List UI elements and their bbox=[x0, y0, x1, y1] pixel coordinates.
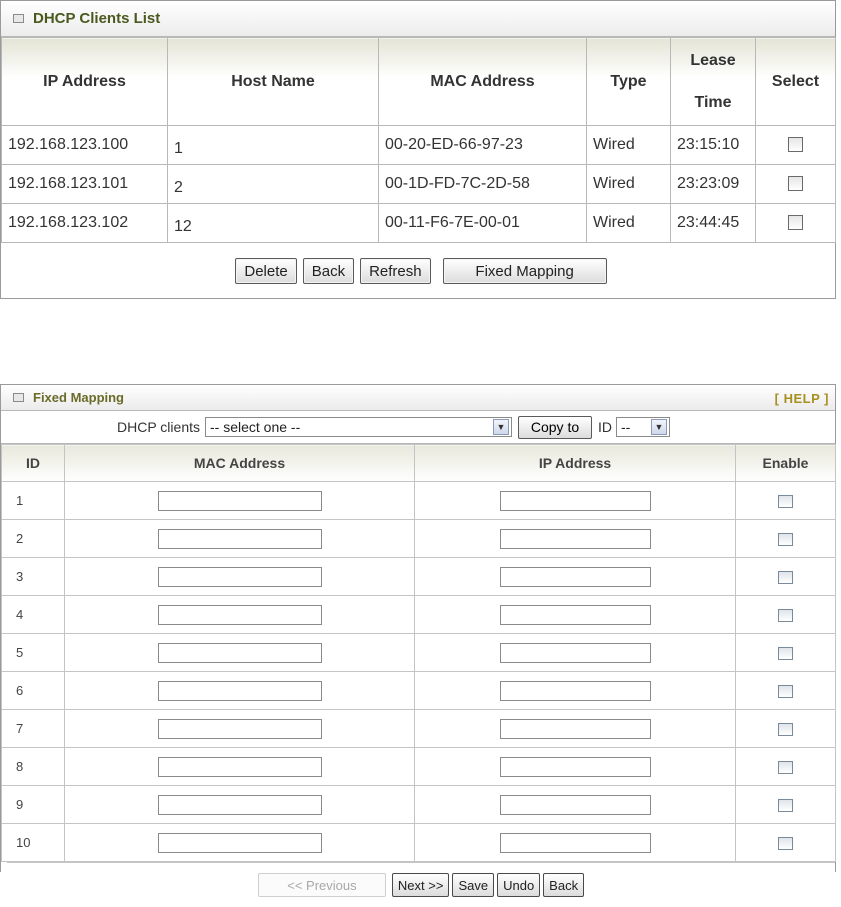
col-header-ip: IP Address bbox=[415, 445, 736, 482]
table-row bbox=[2, 710, 836, 748]
mac-address-input[interactable] bbox=[158, 491, 322, 511]
help-link[interactable]: [ HELP ] bbox=[774, 391, 829, 406]
cell-lease-time: 23:15:10 bbox=[671, 126, 756, 165]
cell-lease-time: 23:23:09 bbox=[671, 165, 756, 204]
fixed-mapping-panel bbox=[0, 384, 836, 893]
clients-button-row bbox=[1, 243, 835, 299]
col-header-mac: MAC Address bbox=[65, 445, 415, 482]
cell-mac: 00-11-F6-7E-00-01 bbox=[379, 204, 587, 243]
cell-ip bbox=[415, 634, 736, 672]
table-row bbox=[2, 634, 836, 672]
cell-id: 10 bbox=[2, 824, 65, 862]
cell-enable bbox=[736, 482, 836, 520]
cell-select bbox=[756, 126, 836, 165]
lease-line-2: Time bbox=[694, 93, 732, 111]
cell-mac bbox=[65, 710, 415, 748]
cell-ip bbox=[415, 596, 736, 634]
enable-checkbox[interactable] bbox=[778, 609, 793, 622]
cell-lease-time: 23:44:45 bbox=[671, 204, 756, 243]
previous-button[interactable]: << Previous bbox=[258, 873, 386, 897]
cell-id: 4 bbox=[2, 596, 65, 634]
col-header-select: Select bbox=[756, 38, 836, 126]
table-row bbox=[2, 824, 836, 862]
ip-address-input[interactable] bbox=[500, 833, 651, 853]
col-header-enable: Enable bbox=[736, 445, 836, 482]
col-header-host: Host Name bbox=[168, 38, 379, 126]
clients-table-body bbox=[2, 126, 836, 243]
col-header-type: Type bbox=[587, 38, 671, 126]
panel-header bbox=[1, 385, 835, 411]
dhcp-clients-label: DHCP clients bbox=[117, 419, 200, 435]
table-row bbox=[2, 596, 836, 634]
cell-enable bbox=[736, 824, 836, 862]
cell-ip bbox=[415, 748, 736, 786]
cell-id: 7 bbox=[2, 710, 65, 748]
cell-type: Wired bbox=[587, 204, 671, 243]
cell-ip bbox=[415, 672, 736, 710]
ip-address-input[interactable] bbox=[500, 719, 651, 739]
cell-ip bbox=[415, 710, 736, 748]
cell-mac bbox=[65, 672, 415, 710]
select-checkbox[interactable] bbox=[788, 215, 803, 230]
enable-checkbox[interactable] bbox=[778, 533, 793, 546]
dhcp-clients-select[interactable] bbox=[205, 417, 512, 437]
ip-address-input[interactable] bbox=[500, 681, 651, 701]
ip-address-input[interactable] bbox=[500, 643, 651, 663]
col-header-ip: IP Address bbox=[2, 38, 168, 126]
cell-host-name: 2 bbox=[168, 165, 379, 204]
mac-address-input[interactable] bbox=[158, 833, 322, 853]
cell-host-name: 12 bbox=[168, 204, 379, 243]
ip-address-input[interactable] bbox=[500, 757, 651, 777]
enable-checkbox[interactable] bbox=[778, 799, 793, 812]
cell-id: 5 bbox=[2, 634, 65, 672]
cell-mac bbox=[65, 824, 415, 862]
table-row bbox=[2, 520, 836, 558]
cell-id: 2 bbox=[2, 520, 65, 558]
next-button[interactable]: Next >> bbox=[392, 873, 450, 897]
table-row bbox=[2, 482, 836, 520]
ip-address-input[interactable] bbox=[500, 605, 651, 625]
collapse-square-icon bbox=[13, 393, 24, 402]
dhcp-clients-select-value: -- select one -- bbox=[210, 419, 301, 435]
cell-mac bbox=[65, 748, 415, 786]
cell-enable bbox=[736, 786, 836, 824]
cell-mac bbox=[65, 558, 415, 596]
col-header-lease bbox=[671, 38, 756, 126]
chevron-down-icon: ▼ bbox=[651, 419, 667, 435]
collapse-square-icon bbox=[13, 14, 24, 23]
cell-ip: 192.168.123.101 bbox=[2, 165, 168, 204]
cell-ip: 192.168.123.102 bbox=[2, 204, 168, 243]
dhcp-clients-panel bbox=[0, 0, 836, 299]
cell-ip bbox=[415, 520, 736, 558]
cell-mac bbox=[65, 786, 415, 824]
cell-host-name: 1 bbox=[168, 126, 379, 165]
cell-ip bbox=[415, 786, 736, 824]
table-header-row bbox=[2, 445, 836, 482]
table-row bbox=[2, 126, 836, 165]
cell-mac bbox=[65, 482, 415, 520]
mapping-table-body bbox=[2, 482, 836, 862]
fixed-mapping-button[interactable]: Fixed Mapping bbox=[443, 258, 607, 284]
mac-address-input[interactable] bbox=[158, 757, 322, 777]
mapping-table bbox=[1, 444, 836, 862]
cell-select bbox=[756, 204, 836, 243]
id-label: ID bbox=[598, 419, 612, 435]
cell-ip bbox=[415, 824, 736, 862]
col-header-mac: MAC Address bbox=[379, 38, 587, 126]
ip-address-input[interactable] bbox=[500, 567, 651, 587]
mac-address-input[interactable] bbox=[158, 719, 322, 739]
mac-address-input[interactable] bbox=[158, 529, 322, 549]
cell-mac bbox=[65, 520, 415, 558]
cell-enable bbox=[736, 558, 836, 596]
undo-button[interactable]: Undo bbox=[497, 873, 540, 897]
enable-checkbox[interactable] bbox=[778, 837, 793, 850]
enable-checkbox[interactable] bbox=[778, 761, 793, 774]
cell-mac bbox=[65, 596, 415, 634]
table-header-row bbox=[2, 38, 836, 126]
panel-title: DHCP Clients List bbox=[33, 10, 161, 27]
table-row bbox=[2, 204, 836, 243]
copy-to-button[interactable]: Copy to bbox=[518, 416, 592, 439]
cell-ip bbox=[415, 558, 736, 596]
cell-enable bbox=[736, 672, 836, 710]
mac-address-input[interactable] bbox=[158, 605, 322, 625]
table-row bbox=[2, 558, 836, 596]
enable-checkbox[interactable] bbox=[778, 723, 793, 736]
cell-id: 9 bbox=[2, 786, 65, 824]
cell-enable bbox=[736, 634, 836, 672]
cell-id: 8 bbox=[2, 748, 65, 786]
table-row bbox=[2, 748, 836, 786]
ip-address-input[interactable] bbox=[500, 529, 651, 549]
cell-type: Wired bbox=[587, 126, 671, 165]
cell-enable bbox=[736, 520, 836, 558]
dhcp-clients-row bbox=[1, 411, 835, 444]
enable-checkbox[interactable] bbox=[778, 647, 793, 660]
select-checkbox[interactable] bbox=[788, 176, 803, 191]
select-checkbox[interactable] bbox=[788, 137, 803, 152]
refresh-button[interactable]: Refresh bbox=[360, 258, 431, 284]
cell-mac: 00-20-ED-66-97-23 bbox=[379, 126, 587, 165]
table-row bbox=[2, 165, 836, 204]
cell-enable bbox=[736, 748, 836, 786]
table-row bbox=[2, 672, 836, 710]
col-header-id: ID bbox=[2, 445, 65, 482]
cell-select bbox=[756, 165, 836, 204]
cell-ip: 192.168.123.100 bbox=[2, 126, 168, 165]
enable-checkbox[interactable] bbox=[778, 571, 793, 584]
delete-button[interactable]: Delete bbox=[235, 258, 296, 284]
cell-id: 6 bbox=[2, 672, 65, 710]
panel-header bbox=[1, 1, 835, 37]
cell-mac: 00-1D-FD-7C-2D-58 bbox=[379, 165, 587, 204]
cell-id: 1 bbox=[2, 482, 65, 520]
mapping-button-row bbox=[7, 862, 835, 907]
enable-checkbox[interactable] bbox=[778, 495, 793, 508]
cell-enable bbox=[736, 710, 836, 748]
mac-address-input[interactable] bbox=[158, 567, 322, 587]
cell-ip bbox=[415, 482, 736, 520]
cell-enable bbox=[736, 596, 836, 634]
back-button[interactable]: Back bbox=[303, 258, 354, 284]
mac-address-input[interactable] bbox=[158, 643, 322, 663]
cell-id: 3 bbox=[2, 558, 65, 596]
chevron-down-icon: ▼ bbox=[493, 419, 509, 435]
table-row bbox=[2, 786, 836, 824]
mac-address-input[interactable] bbox=[158, 795, 322, 815]
mac-address-input[interactable] bbox=[158, 681, 322, 701]
ip-address-input[interactable] bbox=[500, 491, 651, 511]
back-button[interactable]: Back bbox=[543, 873, 584, 897]
id-select[interactable] bbox=[616, 417, 670, 437]
id-select-value: -- bbox=[621, 419, 631, 435]
panel-title: Fixed Mapping bbox=[33, 390, 124, 405]
lease-line-1: Lease bbox=[690, 51, 736, 69]
clients-table bbox=[1, 37, 836, 243]
save-button[interactable]: Save bbox=[452, 873, 494, 897]
cell-type: Wired bbox=[587, 165, 671, 204]
cell-mac bbox=[65, 634, 415, 672]
ip-address-input[interactable] bbox=[500, 795, 651, 815]
enable-checkbox[interactable] bbox=[778, 685, 793, 698]
